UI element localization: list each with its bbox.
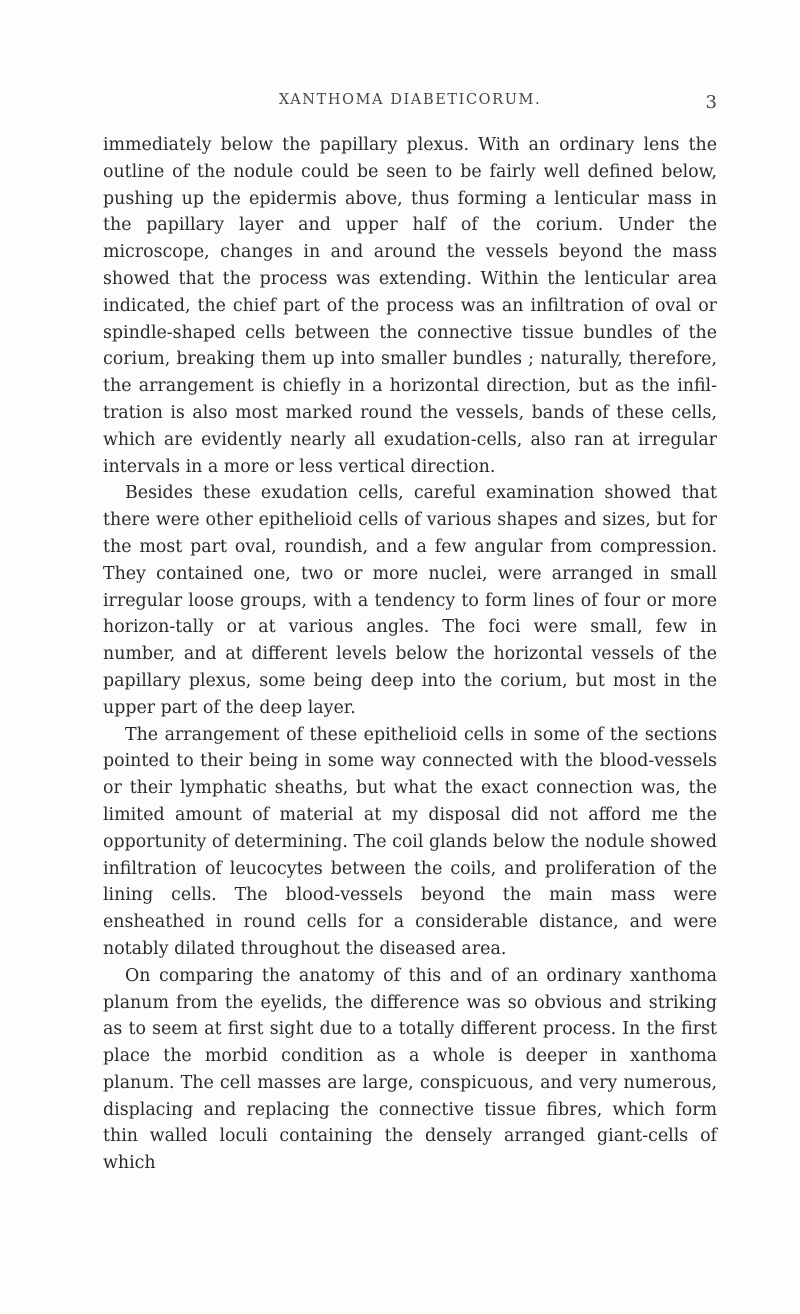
paragraph-2: Besides these exudation cells, careful examination showed that there were other epithelioid cells of various shapes and sizes, but for the most part oval, roundish, and a few angular from compression. They contained one, two or more nuclei, were arranged in small irregular loose groups, with a tendency to form lines of four or more horizon-tally or at various angles. The foci were small, few in number, and at different levels below the horizontal vessels of the papillary plexus, some being deep into the corium, but most in the upper part of the deep layer. [103,483,717,718]
body-text [103,132,717,1177]
page-number: 3 [705,92,717,113]
paragraph-3: The arrangement of these epithelioid cells in some of the sections pointed to their being in some way connected with the blood-vessels or their lymphatic sheaths, but what the exact connection was, the limited amount of material at my disposal did not afford me the opportunity of determining. The coil glands below the nodule showed infiltration of leucocytes between the coils, and proliferation of the lining cells. The blood-vessels beyond the main mass were ensheathed in round cells for a considerable distance, and were notably dilated throughout the diseased area. [103,724,717,959]
running-head [103,92,717,116]
running-title: XANTHOMA DIABETICORUM. [278,92,542,108]
paragraph-1: immediately below the papillary plexus. With an ordinary lens the outline of the nodule could be seen to be fairly well defined below, pushing up the epidermis above, thus forming a lenticular mass in the papillary layer and upper half of the corium. Under the microscope, changes in and around the vessels beyond the mass showed that the process was extending. Within the lenticular area indicated, the chief part of the process was an infiltration of oval or spindle-shaped cells between the connective tissue bundles of the corium, breaking them up into smaller bundles ; naturally, therefore, the arrangement is chiefly in a horizontal direction, but as the infil-tration is also most marked round the vessels, bands of these cells, which are evidently nearly all exudation-cells, also ran at irregular intervals in a more or less vertical direction. [103,135,717,477]
paragraph-4: On comparing the anatomy of this and of an ordinary xanthoma planum from the eyelids, the difference was so obvious and striking as to seem at first sight due to a totally different process. In the first place the morbid condition as a whole is deeper in xanthoma planum. The cell masses are large, conspicuous, and very numerous, displacing and replacing the connective tissue fibres, which form thin walled loculi containing the densely arranged giant-cells of which [103,965,717,1174]
